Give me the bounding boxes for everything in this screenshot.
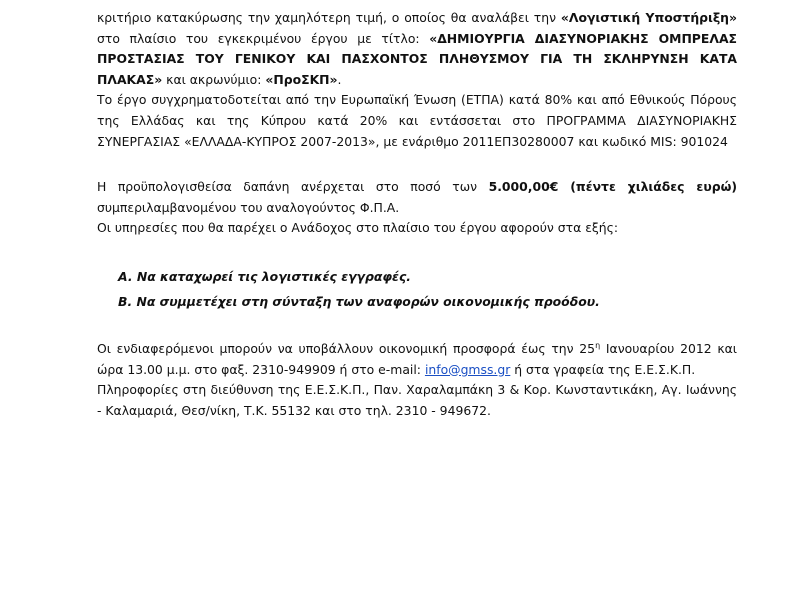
text-segment: Οι ενδιαφερόμενοι μπορούν να υποβάλλουν οικονομική προσφορά έως την 25 [97,340,596,356]
paragraph-contract-subject [97,8,737,90]
paragraph-submission [97,339,737,380]
ordinal-superscript: η [595,340,601,350]
paragraph-budget [97,177,737,218]
service-title: «Λογιστική Υποστήριξη» [560,10,737,25]
spacer [97,152,737,177]
list-item: A. Να καταχωρεί τις λογιστικές εγγραφές. [118,268,412,284]
text-segment: και ακρωνύμιο: [162,71,266,87]
spacer [97,314,737,339]
project-title: «ΔΗΜΙΟΥΡΓΙΑ ΔΙΑΣΥΝΟΡΙΑΚΗΣ ΟΜΠΡΕΛΑΣ ΠΡΟΣΤΑΣΙΑΣ ΤΟΥ ΓΕΝΙΚΟΥ ΚΑΙ ΠΑΣΧΟΝΤΟΣ ΠΛΗΘΥΣΜΟΥ ΓΙΑ ΤΗ ΣΚΛΗΡΥΝΣΗ ΚΑΤΑ ΠΛΑΚΑΣ» [97,30,737,87]
paragraph-contact-info: Πληροφορίες στη διεύθυνση της Ε.Ε.Σ.Κ.Π., Παν. Χαραλαμπάκη 3 & Κορ. Κωνσταντικάκη, Αγ. Ιωάννης - Καλαμαριά, Θεσ/νίκη, Τ.Κ. 55132 και στο τηλ. 2310 - 949672. [97,382,737,418]
spacer [97,239,737,264]
services-list [97,264,737,314]
list-item: B. Να συμμετέχει στη σύνταξη των αναφορών οικονομικής προόδου. [118,293,600,309]
budget-amount: 5.000,00€ (πέντε χιλιάδες ευρώ) [488,179,738,195]
text-segment: Ιανουαρίου 2012 και ώρα 13.00 μ.μ. στο φαξ. 2310-949909 ή στο e-mail: [97,340,737,377]
text-segment: κριτήριο κατακύρωσης την χαμηλότερη τιμή, ο οποίος θα αναλάβει την [97,10,561,25]
text-segment: . [337,71,342,87]
email-link[interactable]: info@gmss.gr [424,361,511,377]
text-segment: συμπεριλαμβανομένου του αναλογούντος Φ.Π.Α. [97,199,400,215]
document-page [97,8,737,421]
paragraph-funding: Το έργο συγχρηματοδοτείται από την Ευρωπαϊκή Ένωση (ΕΤΠΑ) κατά 80% και από Εθνικούς Πόρους της Ελλάδας και της Κύπρου κατά 20% και εντάσσεται στο ΠΡΟΓΡΑΜΜΑ ΔΙΑΣΥΝΟΡΙΑΚΗΣ ΣΥΝΕΡΓΑΣΙΑΣ «ΕΛΛΑΔΑ-ΚΥΠΡΟΣ 2007-2013», με ενάριθμο 2011ΕΠ30280007 και κωδικό MIS: 901024 [97,92,737,149]
text-segment: στο πλαίσιο του εγκεκριμένου έργου με τίτλο: [97,30,430,46]
text-segment: Η προϋπολογισθείσα δαπάνη ανέρχεται στο ποσό των [97,179,489,195]
text-segment: ή στα γραφεία της Ε.Ε.Σ.Κ.Π. [510,361,696,377]
project-acronym: «ΠροΣΚΠ» [265,71,338,87]
paragraph-services-intro: Οι υπηρεσίες που θα παρέχει ο Ανάδοχος στο πλαίσιο του έργου αφορούν στα εξής: [97,220,619,236]
